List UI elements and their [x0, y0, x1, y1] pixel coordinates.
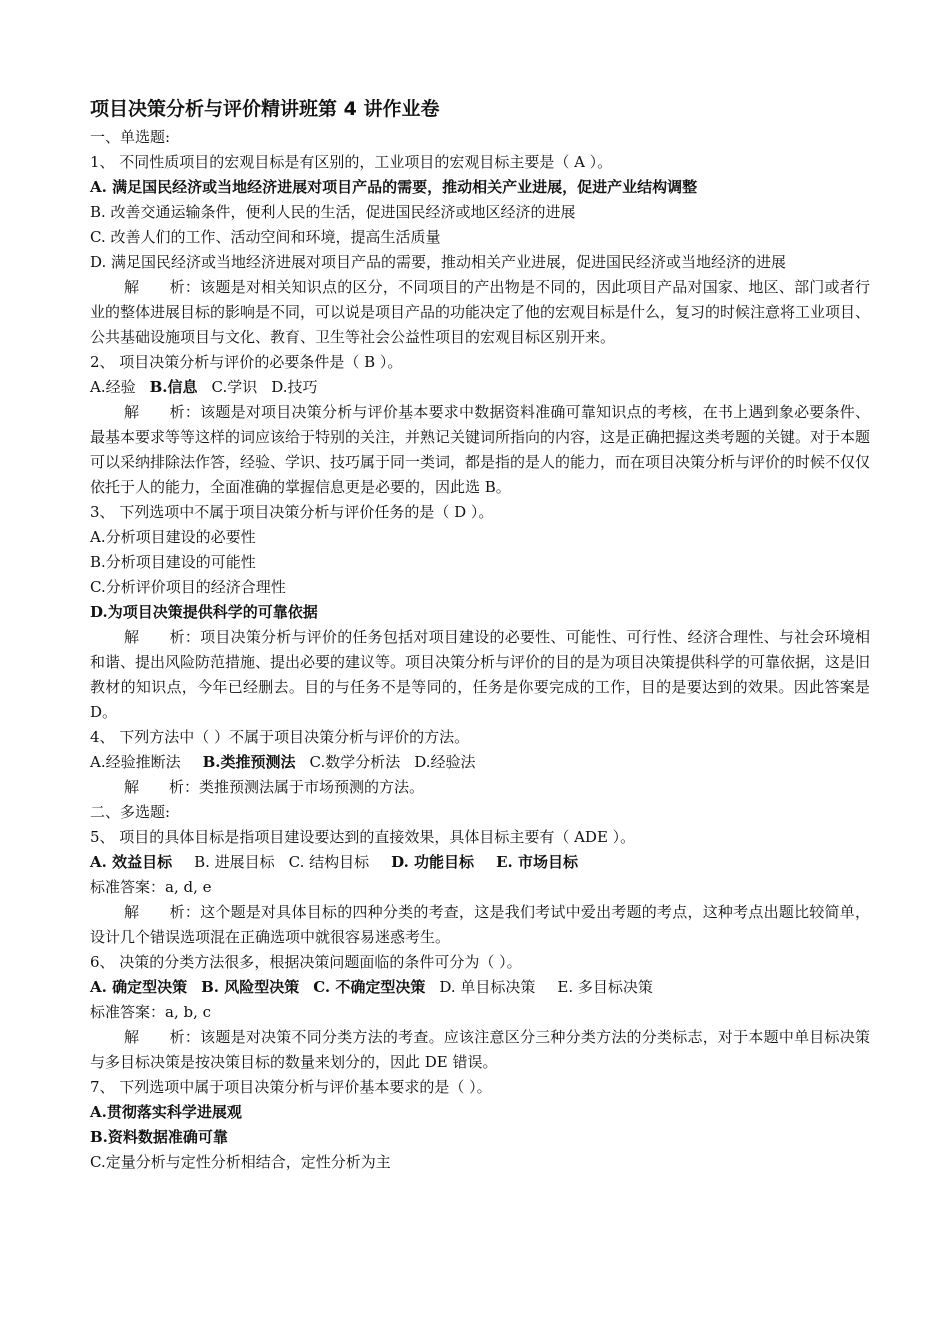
question-1-option-d: D. 满足国民经济或当地经济进展对项目产品的需要，推动相关产业进展，促进国民经济或当地经济的进展: [90, 253, 787, 271]
question-4-option-c: C.数学分析法: [309, 753, 401, 771]
document-page: [90, 94, 870, 1175]
question-4-analysis: 解 析：类推预测法属于市场预测的方法。: [124, 778, 425, 796]
question-5-option-c: C. 结构目标: [288, 853, 370, 871]
question-4-option-d: D.经验法: [414, 753, 476, 771]
question-3-option-d: D.为项目决策提供科学的可靠依据: [90, 603, 318, 621]
question-3-option-c: C.分析评价项目的经济合理性: [90, 578, 286, 596]
question-2-option-d: D.技巧: [271, 378, 318, 396]
question-6-answer: 标准答案：a, b, c: [90, 1003, 212, 1021]
question-7-stem: 7、 下列选项中属于项目决策分析与评价基本要求的是（ ）。: [90, 1078, 492, 1096]
question-7-option-a: A.贯彻落实科学进展观: [90, 1103, 242, 1121]
question-7-option-b: B.资料数据准确可靠: [90, 1128, 228, 1146]
question-3-stem: 3、 下列选项中不属于项目决策分析与评价任务的是（ D ）。: [90, 503, 494, 521]
question-7-option-c: C.定量分析与定性分析相结合，定性分析为主: [90, 1153, 391, 1171]
question-5-stem: 5、 项目的具体目标是指项目建设要达到的直接效果，具体目标主要有（ ADE ）。: [90, 828, 636, 846]
question-6-option-e: E. 多目标决策: [557, 978, 653, 996]
question-5-options: [90, 850, 870, 875]
question-5-option-e: E. 市场目标: [496, 853, 578, 871]
question-2-analysis: 解 析：该题是对项目决策分析与评价基本要求中数据资料准确可靠知识点的考核，在书上遇到象必要条件、最基本要求等等这样的词应该给于特别的关注，并熟记关键词所指向的内容，这是正确把握这类考题的关键。对于本题可以采纳排除法作答，经验、学识、技巧属于同一类词，都是指的是人的能力，而在项目决策分析与评价的时候不仅仅依托于人的能力，全面准确的掌握信息更是必要的，因此选 B。: [90, 403, 871, 496]
question-1-analysis: 解 析：该题是对相关知识点的区分，不同项目的产出物是不同的，因此项目产品对国家、地区、部门或者行业的整体进展目标的影响是不同，可以说是项目产品的功能决定了他的宏观目标是什么，复习的时候注意将工业项目、公共基础设施项目与文化、教育、卫生等社会公益性项目的宏观目标区别开来。: [90, 278, 871, 346]
question-3-option-a: A.分析项目建设的必要性: [90, 528, 256, 546]
question-5-option-d: D. 功能目标: [391, 853, 475, 871]
question-4-stem: 4、 下列方法中（ ）不属于项目决策分析与评价的方法。: [90, 728, 470, 746]
question-2-stem: 2、 项目决策分析与评价的必要条件是（ B ）。: [90, 353, 403, 371]
section-heading-single: 一、单选题:: [90, 128, 171, 146]
question-2-option-a: A.经验: [90, 378, 136, 396]
question-6-stem: 6、 决策的分类方法很多，根据决策问题面临的条件可分为（ ）。: [90, 953, 522, 971]
question-4-option-a: A.经验推断法: [90, 753, 181, 771]
question-1-option-c: C. 改善人们的工作、活动空间和环境，提高生活质量: [90, 228, 441, 246]
question-3-option-b: B.分析项目建设的可能性: [90, 553, 256, 571]
question-6-option-d: D. 单目标决策: [439, 978, 536, 996]
question-1-option-a: A. 满足国民经济或当地经济进展对项目产品的需要，推动相关产业进展，促进产业结构调整: [90, 178, 698, 196]
section-heading-multi: 二、多选题:: [90, 803, 171, 821]
question-6-analysis: 解 析：该题是对决策不同分类方法的考查。应该注意区分三种分类方法的分类标志，对于本题中单目标决策与多目标决策是按决策目标的数量来划分的，因此 DE 错误。: [90, 1028, 870, 1071]
question-4-options: [90, 750, 870, 775]
question-5-option-a: A. 效益目标: [90, 853, 173, 871]
question-5-option-b: B. 进展目标: [194, 853, 275, 871]
question-5-analysis: 解 析：这个题是对具体目标的四种分类的考查，这是我们考试中爱出考题的考点，这种考点出题比较简单，设计几个错误选项混在正确选项中就很容易迷惑考生。: [90, 903, 870, 946]
question-6-options: [90, 975, 870, 1000]
question-1-option-b: B. 改善交通运输条件，便利人民的生活，促进国民经济或地区经济的进展: [90, 203, 576, 221]
question-2-options: [90, 375, 870, 400]
question-2-option-b: B.信息: [149, 378, 198, 396]
question-3-analysis: 解 析：项目决策分析与评价的任务包括对项目建设的必要性、可能性、可行性、经济合理性、与社会环境相和谐、提出风险防范措施、提出必要的建议等。项目决策分析与评价的目的是为项目决策提供科学的可靠依据，这是旧教材的知识点，今年已经删去。目的与任务不是等同的，任务是你要完成的工作，目的是要达到的效果。因此答案是 D。: [90, 628, 871, 721]
question-1-stem: 1、 不同性质项目的宏观目标是有区别的，工业项目的宏观目标主要是（ A ）。: [90, 153, 613, 171]
question-5-answer: 标准答案：a, d, e: [90, 878, 212, 896]
page-title: 项目决策分析与评价精讲班第 4 讲作业卷: [90, 98, 440, 120]
question-6-option-b: B. 风险型决策: [201, 978, 300, 996]
question-2-option-c: C.学识: [211, 378, 258, 396]
question-4-option-b: B.类推预测法: [202, 753, 296, 771]
question-6-option-c: C. 不确定型决策: [313, 978, 426, 996]
question-6-option-a: A. 确定型决策: [90, 978, 188, 996]
